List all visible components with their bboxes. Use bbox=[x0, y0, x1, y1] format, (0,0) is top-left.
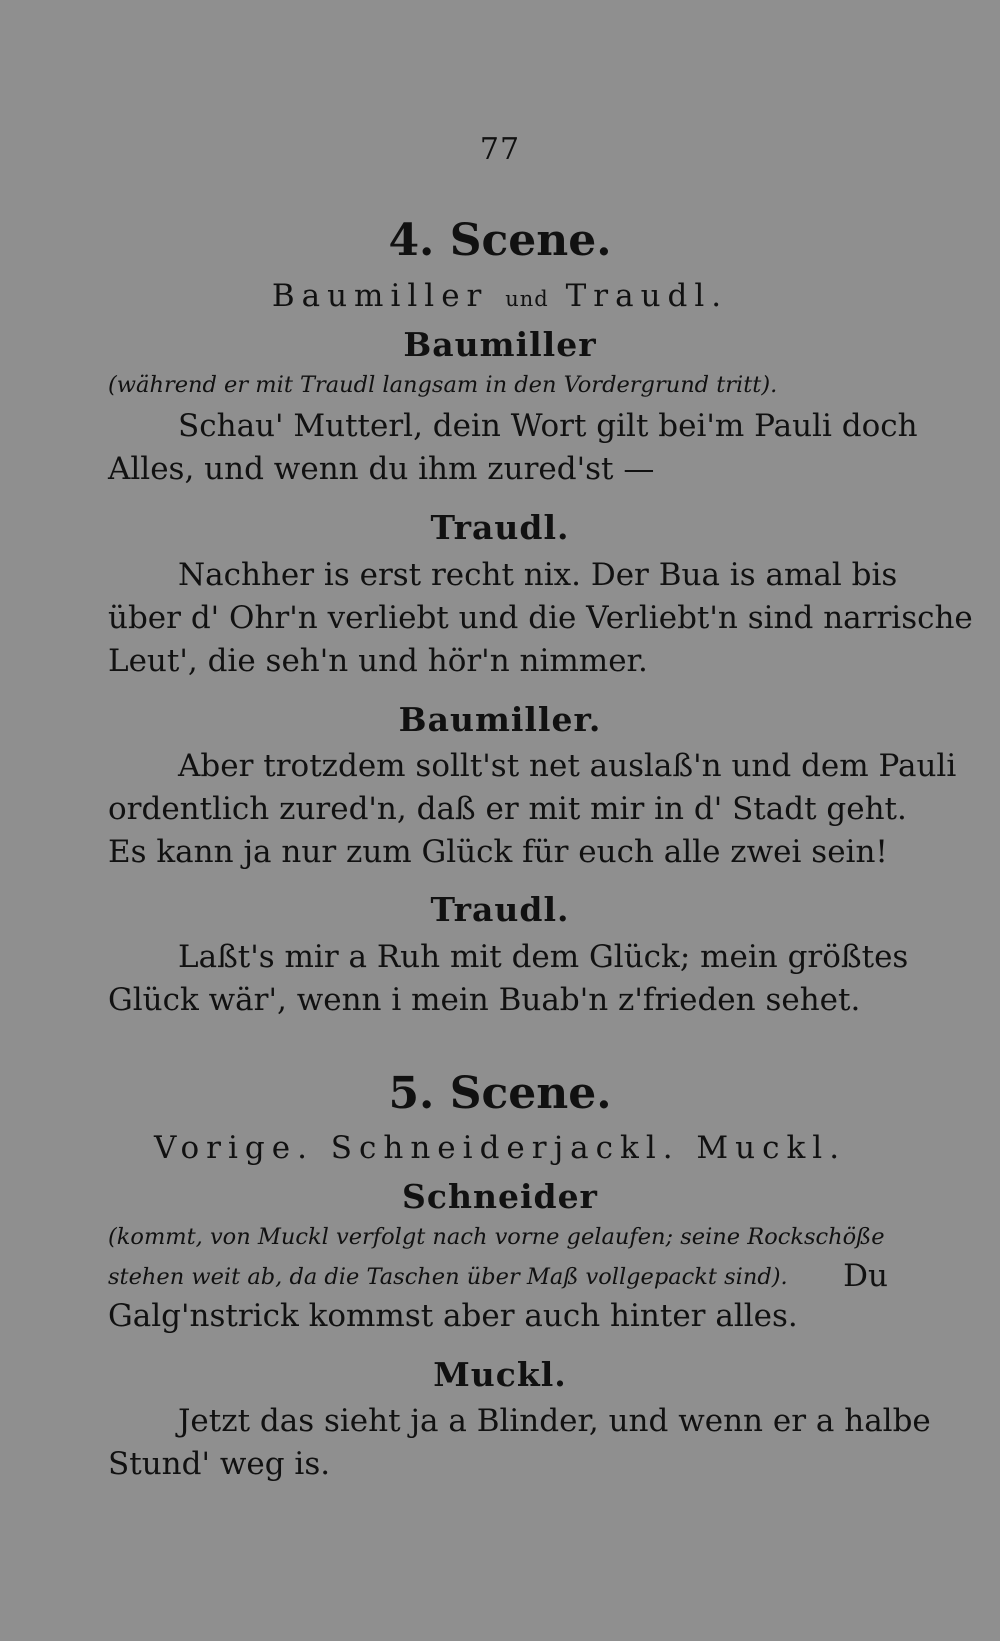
scene-5-cast: Vorige. Schneiderjackl. Muckl. bbox=[153, 1130, 847, 1166]
dialogue-line: Glück wär', wenn i mein Buab'n z'frieden sehet. bbox=[108, 982, 861, 1018]
scene-5-heading: 5. Scene. bbox=[388, 1068, 612, 1119]
cast-baumiller: Baumiller bbox=[271, 278, 489, 314]
dialogue-line: Aber trotzdem sollt'st net auslaß'n und dem Pauli bbox=[178, 748, 957, 784]
dialogue-line: Schau' Mutterl, dein Wort gilt bei'm Pauli doch bbox=[178, 408, 918, 444]
page-number: 77 bbox=[479, 132, 521, 167]
cast-traudl: Traudl. bbox=[565, 278, 729, 314]
scene-4-heading: 4. Scene. bbox=[388, 215, 612, 266]
dialogue-line-start: Du bbox=[843, 1258, 888, 1294]
dialogue-line: Laßt's mir a Ruh mit dem Glück; mein größtes bbox=[178, 939, 909, 975]
dialogue-line: Galg'nstrick kommst aber auch hinter alles. bbox=[108, 1298, 798, 1334]
speaker-muckl: Muckl. bbox=[433, 1355, 567, 1394]
dialogue-line: Alles, und wenn du ihm zured'st — bbox=[108, 451, 655, 487]
cast-und: und bbox=[505, 287, 549, 311]
stage-direction: (während er mit Traudl langsam in den Vordergrund tritt). bbox=[108, 372, 778, 398]
stage-direction: (kommt, von Muckl verfolgt nach vorne gelaufen; seine Rockschöße bbox=[108, 1224, 885, 1250]
dialogue-line: ordentlich zured'n, daß er mit mir in d' Stadt geht. bbox=[108, 791, 907, 827]
dialogue-line: Stund' weg is. bbox=[108, 1446, 331, 1482]
stage-direction: stehen weit ab, da die Taschen über Maß vollgepackt sind). bbox=[108, 1264, 788, 1290]
scene-4-cast bbox=[0, 278, 1000, 314]
speaker-traudl: Traudl. bbox=[430, 890, 570, 929]
dialogue-line: Es kann ja nur zum Glück für euch alle zwei sein! bbox=[108, 834, 888, 870]
speaker-schneider: Schneider bbox=[402, 1177, 598, 1216]
speaker-traudl: Traudl. bbox=[430, 508, 570, 547]
dialogue-line: Jetzt das sieht ja a Blinder, und wenn er a halbe bbox=[178, 1403, 931, 1439]
speaker-baumiller: Baumiller. bbox=[398, 700, 602, 739]
dialogue-line: Leut', die seh'n und hör'n nimmer. bbox=[108, 643, 648, 679]
dialogue-line: über d' Ohr'n verliebt und die Verliebt'n sind narrische bbox=[108, 600, 973, 636]
speaker-baumiller: Baumiller bbox=[403, 325, 597, 364]
dialogue-line: Nachher is erst recht nix. Der Bua is amal bis bbox=[178, 557, 898, 593]
